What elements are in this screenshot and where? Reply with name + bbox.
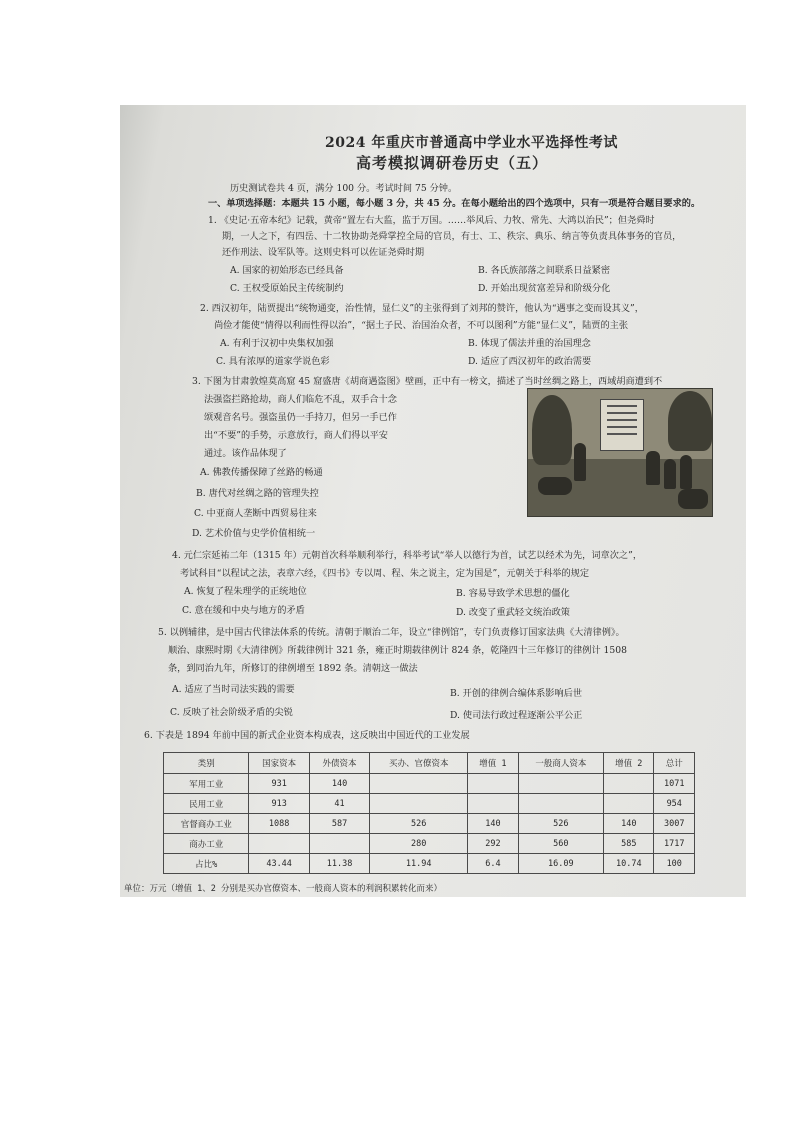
table-cell — [518, 794, 603, 814]
table-cell: 954 — [654, 794, 695, 814]
table-cell: 585 — [604, 834, 654, 854]
option-b[interactable]: B. 容易导致学术思想的僵化 — [456, 588, 570, 599]
table-cell — [249, 834, 309, 854]
question-stem-line: 考试科目“以程试之法，表章六经，《四书》专以周、程、朱之说主，定为国是”，元朝关于科举的规定 — [180, 568, 590, 579]
section-heading: 一、单项选择题：本题共 15 小题，每小题 3 分，共 45 分。在每小题给出的四个选项中，只有一项是符合题目要求的。 — [208, 198, 701, 209]
question-stem-line: 期，一人之下，有四岳、十二牧协助尧舜掌控全局的官员，有士、工、秩宗、典乐、纳言等负责具体事务的官员， — [222, 231, 682, 242]
question-stem-line: 6. 下表是 1894 年前中国的新式企业资本构成表，这反映出中国近代的工业发展 — [144, 730, 470, 741]
table-cell: 民用工业 — [164, 794, 249, 814]
table-cell: 292 — [468, 834, 518, 854]
table-cell — [604, 794, 654, 814]
option-b[interactable]: B. 各氏族部落之间联系日益紧密 — [478, 265, 611, 276]
option-c[interactable]: C. 意在缓和中央与地方的矛盾 — [182, 605, 305, 616]
table-cell: 16.09 — [518, 854, 603, 874]
option-d[interactable]: D. 艺术价值与史学价值相统一 — [192, 528, 316, 539]
table-cell: 官督商办工业 — [164, 814, 249, 834]
table-header-cell: 增值 1 — [468, 753, 518, 774]
table-cell: 3007 — [654, 814, 695, 834]
table-cell: 280 — [370, 834, 468, 854]
table-row — [164, 794, 695, 814]
table-unit-note: 单位：万元（增值 1、2 分别是买办官僚资本、一般商人资本的利润积累转化而来） — [124, 884, 442, 894]
question-stem-line: 3. 下图为甘肃敦煌莫高窟 45 窟盛唐《胡商遇盗图》壁画，正中有一榜文，描述了当时丝绸之路上，西域胡商遭到不 — [192, 376, 663, 387]
table-cell: 526 — [370, 814, 468, 834]
table-cell: 10.74 — [604, 854, 654, 874]
option-b[interactable]: B. 开创的律例合编体系影响后世 — [450, 688, 583, 699]
exam-paper — [120, 105, 746, 897]
option-d[interactable]: D. 开始出现贫富差异和阶级分化 — [478, 283, 611, 294]
table-cell: 140 — [604, 814, 654, 834]
table-cell: 1088 — [249, 814, 309, 834]
table-header-cell: 类别 — [164, 753, 249, 774]
option-c[interactable]: C. 具有浓厚的道家学说色彩 — [216, 356, 330, 367]
option-d[interactable]: D. 改变了重武轻文统治政策 — [456, 607, 570, 618]
photo-background — [120, 105, 746, 897]
table-header-cell: 外债资本 — [309, 753, 369, 774]
question-stem-line: 1. 《史记·五帝本纪》记载，黄帝“置左右大监，监于万国。……举风后、力牧、常先、大鸿以治民”；但尧舜时 — [208, 215, 655, 226]
option-d[interactable]: D. 使司法行政过程逐渐公平公正 — [450, 710, 583, 721]
option-a[interactable]: A. 国家的初始形态已经具备 — [230, 265, 344, 276]
table-cell — [604, 774, 654, 794]
question-stem-line: 顺治、康熙时期《大清律例》所载律例计 321 条，雍正时期载律例计 824 条，乾隆四十三年修订的律例计 1508 — [168, 645, 627, 656]
table-cell: 43.44 — [249, 854, 309, 874]
table-header-cell: 买办、官僚资本 — [370, 753, 468, 774]
question-stem-line: 5. 以例辅律，是中国古代律法体系的传统。清朝于顺治二年，设立“律例馆”，专门负责修订国家法典《大清律例》。 — [158, 627, 625, 638]
option-d[interactable]: D. 适应了西汉初年的政治需要 — [468, 356, 592, 367]
table-cell: 商办工业 — [164, 834, 249, 854]
option-a[interactable]: A. 恢复了程朱理学的正统地位 — [184, 586, 307, 597]
table-cell: 41 — [309, 794, 369, 814]
table-header-cell: 国家资本 — [249, 753, 309, 774]
question-stem-line: 法强盗拦路抢劫，商人们临危不乱，双手合十念 — [204, 394, 397, 405]
option-c[interactable]: C. 反映了社会阶级矛盾的尖锐 — [170, 707, 293, 718]
table-cell: 140 — [468, 814, 518, 834]
question-stem-line: 颂观音名号。强盗虽仍一手持刀，但另一手已作 — [204, 412, 397, 423]
table-cell: 6.4 — [468, 854, 518, 874]
table-row — [164, 774, 695, 794]
table-cell: 140 — [309, 774, 369, 794]
option-a[interactable]: A. 有利于汉初中央集权加强 — [220, 338, 334, 349]
table-cell: 931 — [249, 774, 309, 794]
table-cell: 587 — [309, 814, 369, 834]
table-cell: 100 — [654, 854, 695, 874]
option-a[interactable]: A. 适应了当时司法实践的需要 — [172, 684, 295, 695]
question-stem-line: 出“不要”的手势，示意放行，商人们得以平安 — [204, 430, 388, 441]
table-row — [164, 814, 695, 834]
question-stem-line: 条，到同治九年，所修订的律例增至 1892 条。清朝这一做法 — [168, 663, 418, 674]
table-header-cell: 总计 — [654, 753, 695, 774]
table-cell — [309, 834, 369, 854]
mural-image — [527, 388, 713, 517]
exam-title: 2024 年重庆市普通高中学业水平选择性考试 — [325, 135, 618, 151]
exam-subtitle: 高考模拟调研卷历史（五） — [356, 154, 549, 172]
table-cell: 11.38 — [309, 854, 369, 874]
option-b[interactable]: B. 体现了儒法并重的治国理念 — [468, 338, 591, 349]
table-cell — [468, 794, 518, 814]
table-row — [164, 854, 695, 874]
table-cell: 913 — [249, 794, 309, 814]
option-c[interactable]: C. 王权受原始民主传统制约 — [230, 283, 344, 294]
table-cell: 军用工业 — [164, 774, 249, 794]
question-stem-line: 尚俭才能使“情得以利而性得以治”，“据土子民、治国治众者，不可以图利”方能“显仁义”，陆贾的主张 — [214, 320, 629, 331]
table-cell: 526 — [518, 814, 603, 834]
table-header-row — [164, 753, 695, 774]
table-header-cell: 一般商人资本 — [518, 753, 603, 774]
table-cell — [518, 774, 603, 794]
question-stem-line: 通过。该作品体现了 — [204, 448, 287, 459]
table-cell: 1071 — [654, 774, 695, 794]
question-stem-line: 4. 元仁宗延祐二年（1315 年）元朝首次科举顺利举行，科举考试“举人以德行为首，试艺以经术为先，词章次之”， — [172, 550, 643, 561]
option-b[interactable]: B. 唐代对丝绸之路的管理失控 — [196, 488, 319, 499]
capital-table — [163, 752, 695, 874]
table-cell: 1717 — [654, 834, 695, 854]
option-a[interactable]: A. 佛教传播保障了丝路的畅通 — [200, 467, 323, 478]
table-cell: 占比% — [164, 854, 249, 874]
question-stem-line: 还作刑法、设军队等。这则史料可以佐证尧舜时期 — [222, 247, 425, 258]
option-c[interactable]: C. 中亚商人垄断中西贸易往来 — [194, 508, 317, 519]
table-cell — [370, 774, 468, 794]
exam-intro: 历史测试卷共 4 页，满分 100 分。考试时间 75 分钟。 — [230, 183, 458, 194]
table-cell: 11.94 — [370, 854, 468, 874]
table-cell — [370, 794, 468, 814]
table-row — [164, 834, 695, 854]
table-header-cell: 增值 2 — [604, 753, 654, 774]
table-cell: 560 — [518, 834, 603, 854]
table-cell — [468, 774, 518, 794]
question-stem-line: 2. 西汉初年，陆贾提出“统物通变，治性情，显仁义”的主张得到了刘邦的赞许，他认为“遇事之变而设其义”， — [200, 303, 644, 314]
